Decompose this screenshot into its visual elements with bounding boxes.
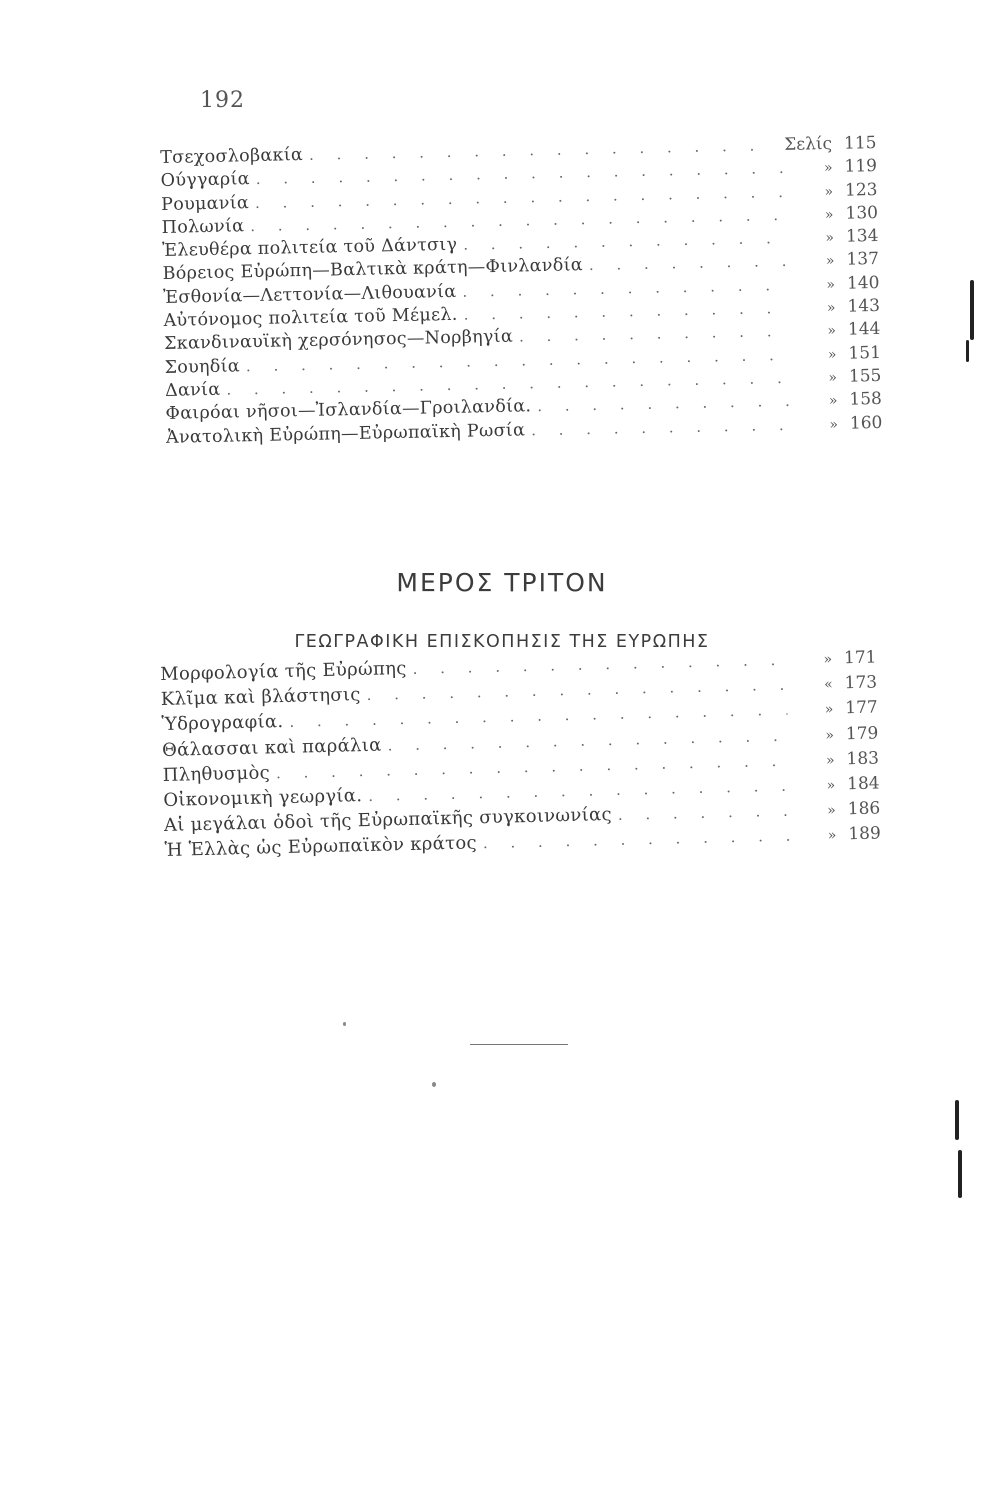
binding-staple-mark	[966, 340, 969, 362]
entry-prefix: »	[826, 777, 836, 794]
entry-title: Ούγγαρία	[160, 169, 250, 192]
part-subtitle: ΓΕΩΓΡΑΦΙΚΗ ΕΠΙΣΚΟΠΗΣΙΣ ΤΗΣ ΕΥΡΩΠΗΣ	[294, 632, 710, 652]
entry-page: 160	[849, 412, 883, 434]
entry-title: Φαιρόαι νῆσοι—Ἰσλανδία—Γροιλανδία.	[165, 396, 532, 425]
entry-title: Πολωνία	[161, 216, 245, 238]
toc-section-one	[160, 133, 886, 451]
entry-page: 186	[847, 798, 881, 820]
dot-leader	[618, 802, 790, 824]
entry-title: Δανία	[164, 379, 221, 401]
entry-title: Κλῖμα καὶ βλάστησις	[160, 684, 361, 711]
entry-prefix: »	[823, 651, 833, 668]
entry-prefix: »	[826, 299, 836, 317]
entry-prefix: »	[827, 323, 837, 340]
entry-prefix: »	[824, 183, 834, 200]
dot-leader	[412, 651, 786, 678]
entry-page: 134	[845, 226, 879, 247]
entry-prefix: »	[828, 393, 838, 410]
entry-page: 115	[843, 132, 877, 154]
entry-title: Σουηδία	[164, 356, 241, 378]
entry-title: Τσεχοσλοβακία	[160, 145, 304, 168]
entry-prefix: »	[827, 827, 837, 845]
entry-title: Ρουμανία	[160, 192, 250, 215]
entry-title: Οἰκονομικὴ γεωργία.	[163, 785, 363, 811]
binding-staple-mark	[958, 1150, 962, 1198]
entry-page: 184	[846, 773, 880, 795]
dot-leader	[531, 415, 792, 438]
entry-page: 123	[844, 179, 878, 201]
entry-title: Πληθυσμὸς	[162, 762, 271, 786]
page-number: 192	[200, 88, 245, 113]
dot-leader	[483, 827, 791, 853]
dot-leader	[519, 322, 790, 346]
entry-prefix: »	[825, 727, 835, 744]
entry-page: 158	[849, 389, 883, 410]
dot-leader	[537, 392, 792, 415]
part-title: ΜΕΡΟΣ ΤΡΙΤΟΝ	[396, 568, 608, 597]
entry-page: 137	[846, 249, 880, 271]
entry-prefix: »	[825, 230, 835, 247]
entry-page: 119	[844, 156, 878, 177]
entry-prefix: »	[825, 253, 835, 270]
entry-title: Ὑδρογραφία.	[161, 711, 284, 736]
entry-prefix: »	[827, 346, 837, 363]
entry-page: 155	[848, 365, 882, 387]
entry-page: 179	[845, 723, 879, 744]
entry-page: 173	[844, 672, 878, 694]
entry-title: Ἀνατολικὴ Εὐρώπη—Εὐρωπαϊκὴ Ρωσία	[165, 419, 526, 448]
entry-page: 144	[847, 319, 881, 341]
end-divider	[470, 1044, 568, 1045]
entry-page: 189	[848, 823, 882, 845]
entry-page: 143	[847, 296, 881, 317]
entry-page: 140	[846, 272, 880, 294]
entry-title: Μορφολογία τῆς Εὐρώπης	[160, 657, 407, 685]
entry-title: Αἱ μεγάλαι ὁδοὶ τῆς Εὐρωπαϊκῆς συγκοινωνίας	[163, 804, 613, 837]
entry-prefix: »	[828, 369, 838, 387]
binding-staple-mark	[970, 280, 974, 340]
entry-prefix: »	[823, 160, 833, 177]
ink-speck	[432, 1082, 436, 1087]
entry-title: Σκανδιναυϊκὴ χερσόνησος—Νορβηγία	[163, 327, 514, 355]
entry-page: 171	[843, 647, 877, 669]
entry-prefix: »	[827, 802, 836, 819]
ink-speck	[343, 1022, 346, 1026]
entry-title: Ἐλευθέρα πολιτεία τοῦ Δάντσιγ	[161, 234, 458, 262]
entry-title: Βόρειος Εὐρώπη—Βαλτικὰ κράτη—Φινλανδία	[162, 255, 584, 285]
entry-prefix: »	[829, 416, 839, 433]
entry-prefix: »	[825, 752, 835, 769]
toc-section-two	[160, 646, 885, 865]
entry-page: 151	[848, 342, 882, 364]
entry-page: 177	[845, 697, 878, 719]
binding-staple-mark	[955, 1100, 959, 1140]
entry-page: 130	[845, 202, 879, 224]
entry-prefix: »	[824, 206, 834, 223]
entry-prefix: «	[823, 676, 833, 693]
entry-title: Ἡ Ἑλλὰς ὡς Εὐρωπαϊκὸν κράτος	[164, 832, 478, 862]
entry-title: Αὐτόνομος πολιτεία τοῦ Μέμελ.	[163, 304, 458, 332]
entry-title: Ἐσθονία—Λεττονία—Λιθουανία	[162, 281, 457, 308]
dot-leader	[589, 252, 789, 274]
entry-prefix: »	[824, 701, 834, 719]
entry-prefix: Σελίς	[784, 133, 833, 155]
entry-title: Θάλασσαι καὶ παράλια	[161, 734, 382, 761]
entry-prefix: »	[826, 276, 836, 293]
entry-page: 183	[846, 748, 880, 770]
